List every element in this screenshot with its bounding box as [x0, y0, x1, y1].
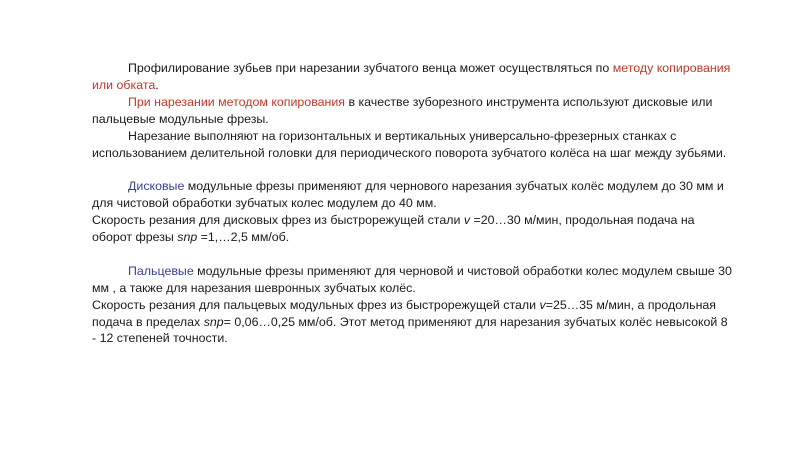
finger-cutters-highlight: Пальцевые — [128, 263, 194, 278]
finger-speed-text-a: Скорость резания для пальцевых модульных фрез из быстрорежущей стали — [92, 297, 540, 312]
paragraph-profiling — [92, 60, 732, 94]
profiling-end: . — [155, 77, 159, 92]
disk-cutters-text: модульные фрезы применяют для чернового нарезания зубчатых колёс модулем до 30 мм и для чистовой обработки зубчатых колес модулем до 40 мм. — [92, 179, 724, 211]
disk-cutters-highlight: Дисковые — [128, 179, 185, 194]
paragraph-copying-method — [92, 94, 732, 128]
finger-speed-v-symbol: v — [539, 297, 546, 312]
paragraph-machining — [92, 128, 732, 162]
finger-speed-text-b: =25…35 м/мин, а продольная подача в пределах — [92, 297, 717, 329]
paragraph-disk-speed — [92, 212, 732, 246]
copying-method-highlight: При нарезании методом копирования — [128, 94, 346, 109]
machining-text: Нарезание выполняют на горизонтальных и вертикальных универсально-фрезерных станках с использованием делительной головки для периодического поворота зубчатого колёса на шаг между зубьями. — [92, 128, 727, 160]
finger-speed-text-c: = 0,06…0,25 мм/об. Этот метод применяют для нарезания зубчатых колёс невысокой 8 - 12 степеней точности. — [92, 314, 728, 346]
paragraph-finger-speed — [92, 297, 732, 348]
disk-feed-s-symbol: snp — [177, 230, 198, 245]
document-text — [92, 60, 732, 347]
spacer — [92, 161, 732, 178]
disk-speed-text-a: Скорость резания для дисковых фрез из быстрорежущей стали — [92, 213, 464, 228]
disk-speed-v-symbol: v — [463, 213, 471, 228]
finger-cutters-text: модульные фрезы применяют для черновой и чистовой обработки колес модулем свыше 30 мм , а также для нарезания шевронных зубчатых колёс. — [92, 263, 732, 295]
disk-speed-text-b: =20…30 м/мин, продольная подача на оборот фрезы — [92, 213, 695, 245]
spacer — [92, 246, 732, 263]
copying-method-text: в качестве зуборезного инструмента используют дисковые или пальцевые модульные фрезы. — [92, 94, 713, 126]
paragraph-finger-cutters — [92, 263, 732, 297]
profiling-text: Профилирование зубьев при нарезании зубчатого венца может осуществляться по — [128, 61, 610, 75]
profiling-methods-highlight: методу копирования или обката — [92, 61, 731, 92]
disk-speed-text-c: =1,…2,5 мм/об. — [197, 230, 290, 245]
paragraph-disk-cutters — [92, 178, 732, 212]
finger-feed-s-symbol: snp — [203, 314, 224, 329]
